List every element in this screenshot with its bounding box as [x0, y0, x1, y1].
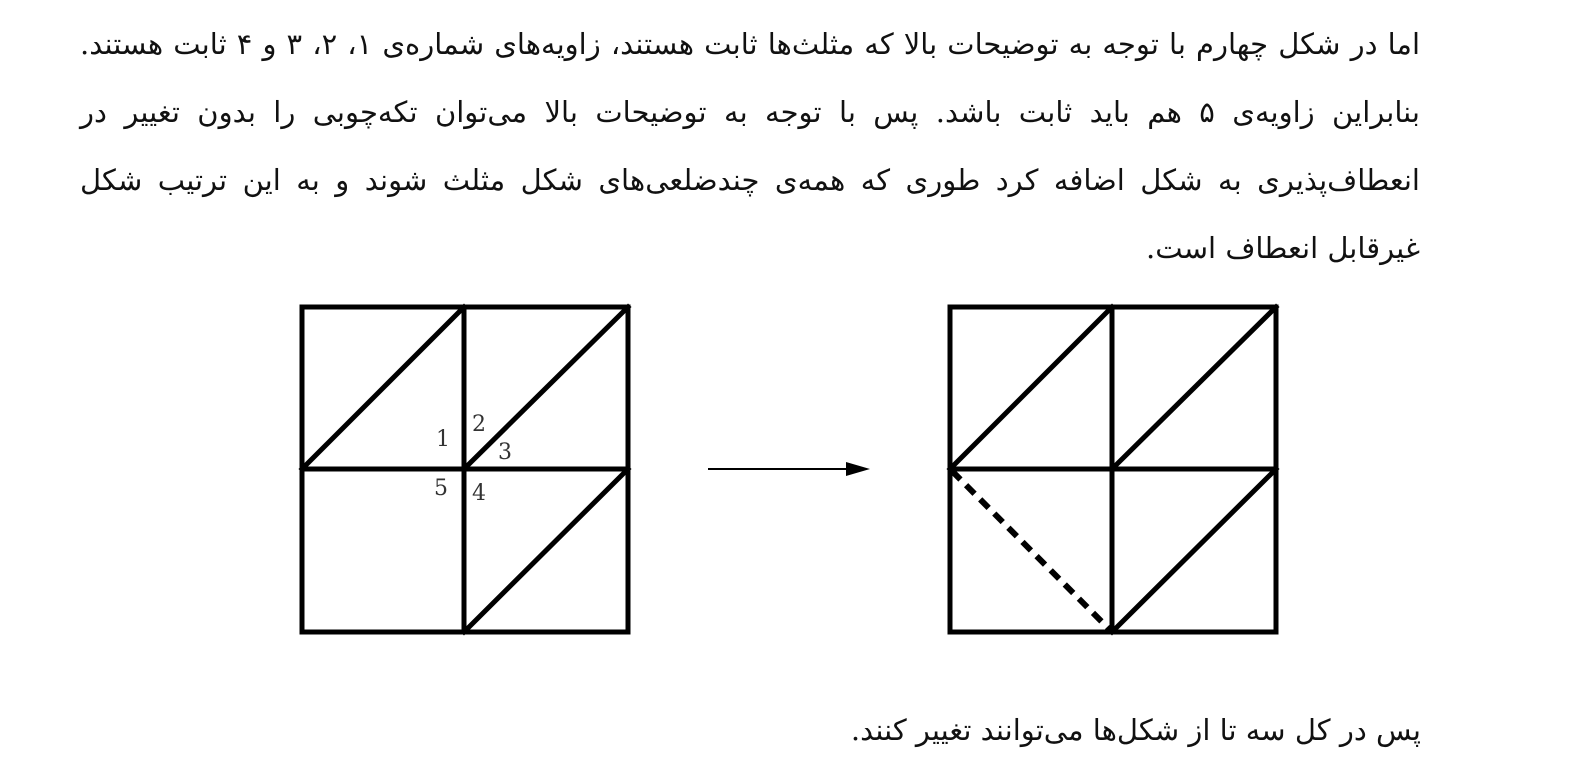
added-brace-dashed-line: [952, 471, 1110, 630]
arrow-icon: [708, 462, 870, 476]
right-diagonal-top-left: [950, 307, 1112, 469]
left-frame-figure: [302, 307, 628, 632]
right-diagonal-bottom-right: [1112, 469, 1276, 632]
angle-label-3: 3: [498, 440, 512, 465]
angle-label-1: 1: [436, 427, 450, 452]
explanation-paragraph: اما در شکل چهارم با توجه به توضیحات بالا که مثلث‌ها ثابت هستند، زاویه‌های شماره‌ی ۱، ۲، ۳ و ۴ ثابت هستند. بنابراین زاویه‌ی ۵ هم باید ثابت باشد. پس با توجه به توضیحات بالا می‌توان تکه‌چوبی را بدون تغییر در انعطاف‌پذیری به شکل اضافه کرد طوری که همه‌ی چندضلعی‌های شکل مثلث شوند و به این ترتیب شکل غیرقابل انعطاف است.: [80, 27, 1421, 265]
closing-sentence: پس در کل سه تا از شکل‌ها می‌توانند تغییر کنند.: [850, 713, 1421, 747]
angle-label-5: 5: [434, 476, 448, 501]
right-frame-figure: [950, 307, 1276, 632]
angle-label-2: 2: [472, 412, 486, 437]
angle-label-4: 4: [472, 481, 486, 506]
right-diagonal-top-right: [1112, 307, 1276, 469]
left-diagonal-top-right: [464, 307, 628, 469]
left-diagonal-bottom-right: [464, 469, 628, 632]
